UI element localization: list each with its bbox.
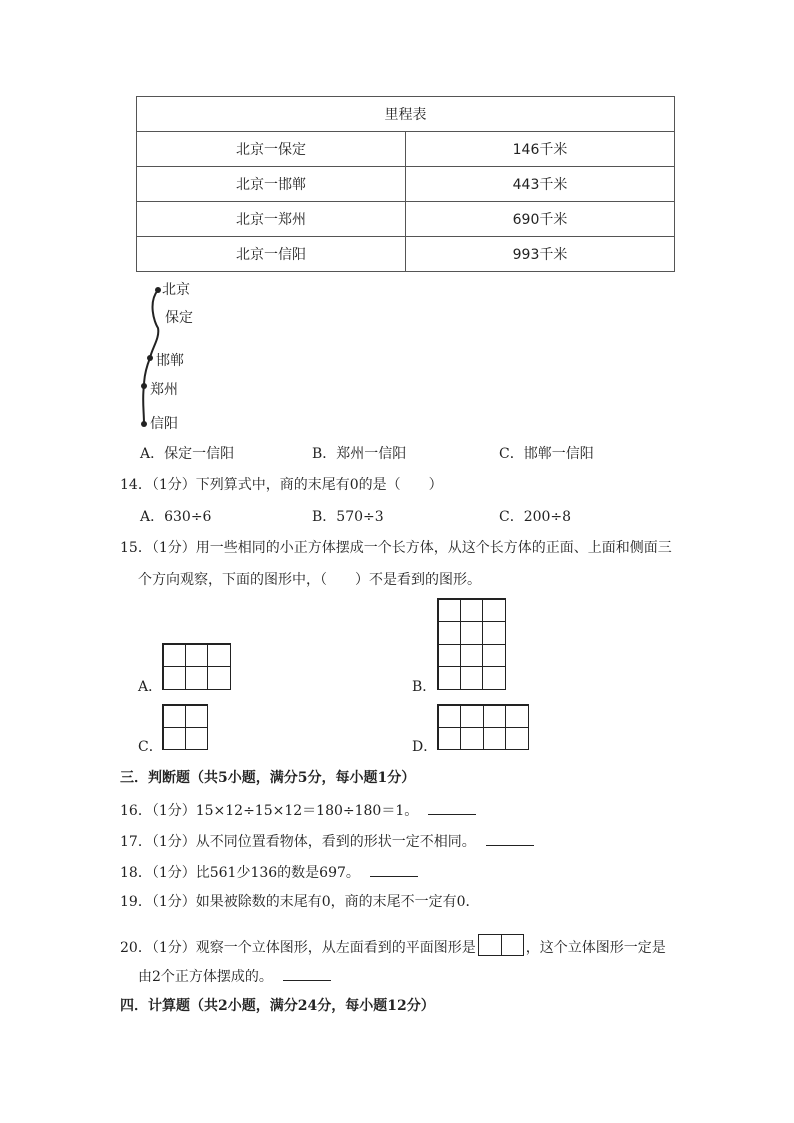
q15-grid-b xyxy=(437,598,506,690)
q20-two-square-figure xyxy=(478,934,524,956)
q14-option-c: C．200÷8 xyxy=(499,509,572,525)
table-row xyxy=(137,132,675,167)
q17-text: 17．（1分）从不同位置看物体，看到的形状一定不相同。 xyxy=(120,834,476,850)
q15-option-d-label: D． xyxy=(412,739,438,755)
q13-option-b: B．郑州一信阳 xyxy=(312,446,407,462)
q15-option-b-label: B． xyxy=(412,679,437,695)
q15-grid-c xyxy=(162,704,208,750)
table-cell-route: 北京一保定 xyxy=(137,132,406,167)
q20-text-line2: 由2个正方体摆成的。 xyxy=(138,969,273,985)
q15-grid-d xyxy=(437,704,529,750)
station-label: 北京 xyxy=(162,282,190,298)
table-cell-route: 北京一郑州 xyxy=(137,202,406,237)
station-dot xyxy=(141,383,147,389)
q13-option-a: A．保定一信阳 xyxy=(140,446,235,462)
q16-answer-blank[interactable] xyxy=(428,800,476,815)
table-row xyxy=(137,202,675,237)
station-label: 信阳 xyxy=(150,416,178,432)
q19-text: 19．（1分）如果被除数的末尾有0，商的末尾不一定有0． xyxy=(120,894,480,910)
station-dot xyxy=(147,355,153,361)
table-title: 里程表 xyxy=(137,97,675,132)
q14-stem: 14．（1分）下列算式中，商的末尾有0的是（ ） xyxy=(120,477,443,493)
q18 xyxy=(120,862,418,882)
table-title-row xyxy=(137,97,675,132)
section3-heading: 三．判断题（共5小题，满分5分，每小题1分） xyxy=(120,770,416,786)
q20-text-part2: ，这个立体图形一定是 xyxy=(525,940,666,956)
table-cell-distance: 443千米 xyxy=(406,167,675,202)
q20-line1 xyxy=(120,934,666,957)
q17 xyxy=(120,831,534,851)
q18-answer-blank[interactable] xyxy=(370,862,418,877)
q15-option-c-label: C． xyxy=(138,739,163,755)
q20-text-part1: 20．（1分）观察一个立体图形，从左面看到的平面图形是 xyxy=(120,940,476,956)
q14-option-b: B．570÷3 xyxy=(312,509,384,525)
q20-answer-blank[interactable] xyxy=(283,966,331,981)
q13-option-c: C．邯郸一信阳 xyxy=(499,446,594,462)
q15-stem-line1: 15．（1分）用一些相同的小正方体摆成一个长方体，从这个长方体的正面、上面和侧面三 xyxy=(120,540,672,556)
mileage-table xyxy=(136,96,675,272)
q15-grid-a xyxy=(162,643,231,690)
q19 xyxy=(120,893,480,911)
q16 xyxy=(120,800,476,820)
q18-text: 18．（1分）比561少136的数是697。 xyxy=(120,865,360,881)
table-cell-distance: 146千米 xyxy=(406,132,675,167)
table-row xyxy=(137,237,675,272)
table-cell-route: 北京一信阳 xyxy=(137,237,406,272)
station-label: 保定 xyxy=(165,310,193,326)
q20-line2 xyxy=(138,966,331,986)
table-cell-route: 北京一邯郸 xyxy=(137,167,406,202)
q15-option-a-label: A． xyxy=(138,679,163,695)
q17-answer-blank[interactable] xyxy=(486,831,534,846)
section4-heading: 四．计算题（共2小题，满分24分，每小题12分） xyxy=(120,998,435,1014)
station-dot xyxy=(155,287,161,293)
station-dot xyxy=(141,421,147,427)
table-cell-distance: 690千米 xyxy=(406,202,675,237)
table-cell-distance: 993千米 xyxy=(406,237,675,272)
station-label: 郑州 xyxy=(150,382,178,398)
station-label: 邯郸 xyxy=(156,353,184,369)
q16-text: 16．（1分）15×12÷15×12＝180÷180＝1。 xyxy=(120,803,419,819)
table-row xyxy=(137,167,675,202)
q15-stem-line2: 个方向观察，下面的图形中，（ ）不是看到的图形。 xyxy=(138,572,481,588)
q14-option-a: A．630÷6 xyxy=(140,509,212,525)
